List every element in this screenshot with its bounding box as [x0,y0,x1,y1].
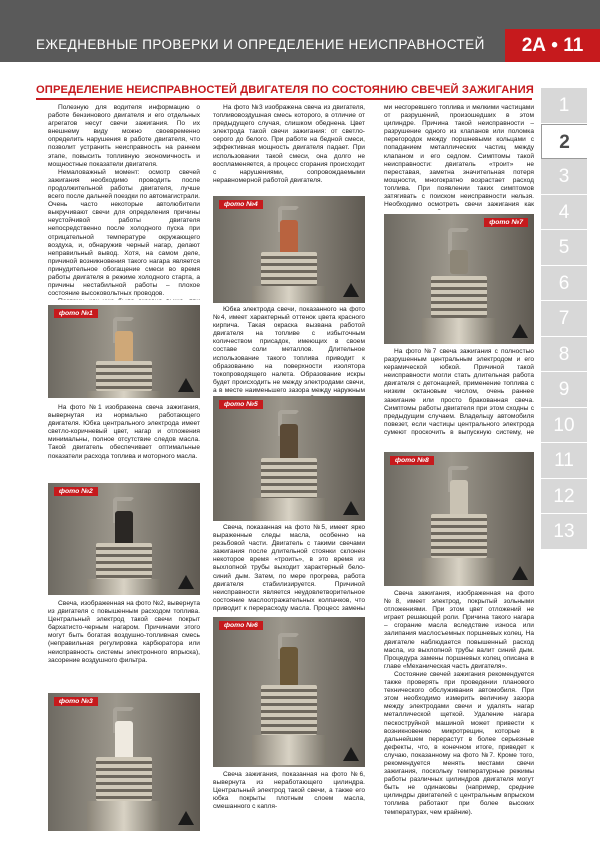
col3-text-mid [384,348,534,438]
logo-icon [512,324,528,338]
photo-label: фото №6 [219,621,263,630]
header-title: ЕЖЕДНЕВНЫЕ ПРОВЕРКИ И ОПРЕДЕЛЕНИЕ НЕИСПРАВНОСТЕЙ [36,37,485,52]
logo-icon [343,283,359,297]
logo-icon [178,811,194,825]
paragraph: ми несгоревшего топлива и мелкими частицами от разрушений, произошедших в этом цилиндре. Причина такой неисправности – разрушение одного из клапанов или поломка перегородок между поршневыми кольцами с попаданием металлических частиц между клапаном и его седлом. Симптомы такой неисправности: двигатель «троит» не переставая, заметна значительная потеря мощности, многократно возрастает расход топлива. При появлении таких симптомов затягивать с поиском неисправности нельзя. Необходимо осмотреть свечи зажигания как [384,104,534,209]
spark-plug-image [249,206,329,303]
chapter-tab-13[interactable]: 13 [541,514,587,550]
paragraph: Юбка электрода свечи, показанного на фото №4, имеет характерный оттенок цвета красного кирпича. Такая окраска вызвана работой двигателя на топливе с избыточным количеством присадок, имеющих в своем составе соли металлов. Длительное использование такого топлива приводит к образованию на поверхности изолятора токопроводящего налета. Образование искры будет происходить не между электродами свечи, а в месте наименьшего зазора между наружным [213,306,365,394]
col1-text-bottom [48,600,200,690]
logo-icon [512,566,528,580]
chapter-tab-6[interactable]: 6 [541,266,587,302]
paragraph: На фото №3 изображена свеча из двигателя, топливовоздушная смесь которого, в отличие от предыдущего случая, слишком обеднена. Цвет электрода такой свечи зажигания: от светло-серого до белого. При работе на бедной смеси, эффективная мощность двигателя падает. При использовании такой смеси, она долго не воспламеняется, а процесс сгорания происходит с нарушениями, сопровождаемыми неравномерной работой двигателя. [213,104,365,184]
paragraph: На фото №1 изображена свеча зажигания, вывернутая из нормально работающего двигателя. Юбка центрального электрода имеет светло-коричневый цвет, нагар и отложения минимальны, полное отсутствие следов масла. Такой двигатель обеспечивает оптимальные показатели расхода топлива и моторного масла. [48,404,200,460]
col1-text-mid [48,404,200,480]
photo-3 [48,693,200,831]
chapter-tab-12[interactable]: 12 [541,479,587,515]
photo-label: фото №8 [390,456,434,465]
paragraph [48,298,200,300]
logo-icon [343,501,359,515]
spark-plug-image [419,466,499,586]
spark-plug-image [249,410,329,521]
page-number: 2А • 11 [505,29,600,62]
chapter-tab-7[interactable]: 7 [541,301,587,337]
paragraph: Свеча, показанная на фото №5, имеет ярко выраженные следы масла, особенно на резьбовой части. Двигатель с такими свечами зажигания после длительной стоянки склонен некоторое время «троить», в это время из выхлопной трубы выходит характерный бело-синий дым. Затем, по мере прогрева, работа двигателя стабилизируется. Причиной неисправности является неудовлетворительное состояние маслоотражательных колпачков, что приводит к перерасходу масла. Процесс замены [213,524,365,612]
paragraph: Свеча зажигания, изображенная на фото №8, имеет электрод, покрытый зольными отложениями. При этом цвет отложений не играет решающей роли. Причина такого нагара – сгорание масла вследствие износа или залипания маслосъемных поршневых колец. На двигателе наблюдается повышенный расход масла, из выхлопной трубы валит синий дым. Процедура замены поршневых колец описана в главе «Механическая часть двигателя». [384,590,534,670]
chapter-tab-1[interactable]: 1 [541,88,587,124]
spark-plug-image [84,317,164,398]
col3-text-bottom [384,590,534,833]
col2-text-mid [213,306,365,396]
chapter-tab-8[interactable]: 8 [541,337,587,373]
logo-icon [178,378,194,392]
photo-label: фото №4 [219,200,263,209]
spark-plug-image [84,707,164,831]
col2-text-lower [213,524,365,614]
chapter-tabs [541,88,587,550]
spark-plug-image [84,497,164,595]
photo-label: фото №7 [484,218,528,227]
paragraph: Немаловажный момент: осмотр свечей зажигания необходимо проводить после продолжительной работы двигателя, лучше всего после дальней поездки по автомагистрали. Очень часто некоторые автолюбители выкручивают свечи для определения причины неустойчивой работы двигателя непосредственно после холодного пуска при отрицательной температуре окружающего воздуха, и, обнаружив черный нагар, делают неправильный вывод. Хотя, на самом деле, причиной возникновения такого нагара является принудительное обогащение смеси во время работы двигателя в режиме холодного старта, а причины нестабильной работы – плохое состояние высоковольтных проводов. [48,168,200,298]
paragraph: Свеча зажигания, показанная на фото №6, вывернута из неработающего цилиндра. Центральный электрод такой свечи, а также его юбка покрыты плотным слоем масла, смешанного с капля- [213,771,365,811]
photo-label: фото №5 [219,400,263,409]
section-title: ОПРЕДЕЛЕНИЕ НЕИСПРАВНОСТЕЙ ДВИГАТЕЛЯ ПО СОСТОЯНИЮ СВЕЧЕЙ ЗАЖИГАНИЯ [36,84,532,100]
spark-plug-image [419,228,499,344]
col3-text-top [384,104,534,210]
page-header [0,0,600,62]
col2-text-bottom [213,771,365,833]
chapter-tab-10[interactable]: 10 [541,408,587,444]
col1-text-top [48,104,200,300]
chapter-tab-4[interactable]: 4 [541,195,587,231]
photo-5 [213,396,365,521]
chapter-tab-3[interactable]: 3 [541,159,587,195]
photo-2 [48,483,200,595]
photo-8 [384,452,534,586]
paragraph: На фото №7 свеча зажигания с полностью разрушенным центральным электродом и его керамической юбкой. Причиной такой неисправности могли стать длительная работа двигателя с детонацией, применение топлива с низким октановым числом, очень раннее зажигание или просто бракованная свеча. Симптомы работы двигателя при этом сходны с предыдущим случаем. Владельцу автомобиля повезет, если частицы центрального электрода сумеют проскочить в выпускную систему, не [384,348,534,436]
col2-text-top [213,104,365,192]
chapter-tab-5[interactable]: 5 [541,230,587,266]
photo-1 [48,305,200,398]
spark-plug-image [249,633,329,767]
photo-6 [213,617,365,767]
photo-label: фото №1 [54,309,98,318]
chapter-tab-2[interactable]: 2 [541,124,587,160]
paragraph: Состояние свечей зажигания рекомендуется также проверять при проведении планового технического обслуживания автомобиля. При этом необходимо измерить величину зазора между электродами свечи и удалять нагар металлической щеткой. Удаление нагара пескоструйной машиной может привести к возникновению микротрещин, которые в дальнейшем перерастут в более серьезные дефекты, что, в конечном итоге, приведет к случаю, показанному на фото №7. Кроме того, рекомендуется менять местами свечи зажигания, поскольку температурные режимы работы различных цилиндров двигателя могут быть не одинаковы (например, средние цилиндры двигателей с центральным впрыском топлива работают при более высоких температурах, чем крайние). [384,670,534,816]
chapter-tab-9[interactable]: 9 [541,372,587,408]
photo-label: фото №3 [54,697,98,706]
logo-icon [343,747,359,761]
chapter-tab-11[interactable]: 11 [541,443,587,479]
photo-label: фото №2 [54,487,98,496]
paragraph: Свеча, изображенная на фото №2, вывернута из двигателя с повышенным расходом топлива. Центральный электрод такой свечи покрыт бархатисто-черным нагаром. Причинами этого могут быть богатая воздушно-топливная смесь (неправильная регулировка карбюратора или неисправность системы электронного впрыска), засорение воздушного фильтра. [48,600,200,664]
logo-icon [178,575,194,589]
photo-7 [384,214,534,344]
photo-4 [213,196,365,303]
paragraph: Полезную для водителя информацию о работе бензинового двигателя и его отдельных агрегатов несут свечи зажигания. По их внешнему виду можно своевременно определить нарушения в работе двигателя, что позволит устранить неисправность на раннем этапе, повысить топливную экономичность и мощностные показатели двигателя. [48,104,200,168]
